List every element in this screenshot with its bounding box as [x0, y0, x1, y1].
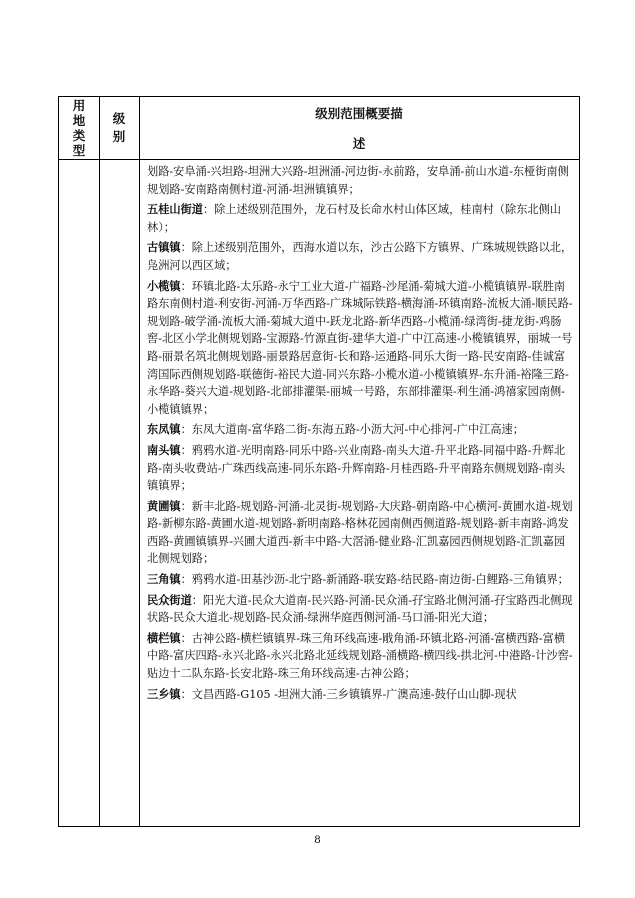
description-content	[147, 163, 573, 824]
paragraph-title: 三角镇	[147, 573, 181, 587]
paragraph-title: 古镇镇	[147, 241, 181, 255]
header-land-type-label: 用地类型	[72, 98, 86, 158]
paragraph-continuation	[147, 163, 573, 198]
paragraph-title: 东凤镇	[147, 423, 181, 437]
paragraph-title: 五桂山街道	[147, 203, 203, 217]
paragraph-huangpu	[147, 498, 573, 568]
paragraph-title: 黄圃镇	[147, 499, 181, 513]
paragraph-text: ：除上述级别范围外，西海水道以东，沙古公路下方镇界、广珠城规铁路以北，凫洲河以西区域；	[147, 241, 573, 272]
paragraph-text: ：除上述级别范围外，龙石村及长命水村山体区域，桂南村（除东北侧山林）；	[147, 203, 561, 234]
header-description-line1: 级别范围概要描	[315, 106, 403, 121]
paragraph-text: ：古神公路-横栏镇镇界-珠三角环线高速-戙角涌-环镇北路-河涌-富横西路-富横中路-富庆四路-永兴北路-永兴北路北延线规划路-涌横路-横四线-拱北河-中港路-计沙窖-贴边十二队东路-长安北路-珠三角环线高速-古神公路；	[147, 631, 573, 681]
paragraph-text: 划路-安阜涌-兴坦路-坦洲大兴路-坦洲涌-河边街-永前路，安阜涌-前山水道-东桠街南侧规划路-安南路南侧村道-河涌-坦洲镇镇界；	[147, 165, 569, 196]
paragraph-text: ：东凤大道南-富华路二街-东海五路-小沥大河-中心排河-广中江高速；	[180, 423, 524, 437]
paragraph-xiaolan	[147, 278, 573, 419]
paragraph-nantou	[147, 442, 573, 495]
paragraph-title: 小榄镇	[147, 279, 181, 293]
header-divider	[59, 159, 579, 160]
paragraph-title: 民众街道	[147, 593, 192, 607]
paragraph-sanxiang	[147, 686, 573, 704]
paragraph-text: ：阳光大道-民众大道南-民兴路-河涌-民众涌-孖宝路北侧河涌-孖宝路西北侧现状路-民众大道北-规划路-民众涌-绿洲华庭西侧河涌-马口涌-阳光大道；	[147, 593, 573, 625]
land-level-table	[58, 96, 580, 827]
column-divider-2	[139, 97, 140, 826]
header-level-label: 级别	[112, 111, 126, 144]
paragraph-title: 南头镇	[147, 443, 181, 457]
page-number: 8	[314, 834, 321, 846]
header-level	[99, 97, 139, 159]
paragraph-dongfeng	[147, 421, 573, 439]
header-description	[139, 97, 579, 159]
paragraph-henglan	[147, 630, 573, 683]
paragraph-text: ：新丰北路-规划路-河涌-北灵街-规划路-大庆路-朝南路-中心横河-黄圃水道-规划路-新柳东路-黄圃水道-规划路-新明南路-格林花园南侧西侧道路-规划路-新丰南路-鸿发西路-黄圃镇镇界-兴圃大道西-新丰中路-大滘涌-健业路-汇凯嘉园西侧规划路-汇凯嘉园北侧规划路；	[147, 499, 573, 566]
column-divider-1	[99, 97, 100, 826]
paragraph-title: 横栏镇	[147, 631, 181, 645]
header-land-type	[59, 97, 99, 159]
paragraph-title: 三乡镇	[147, 687, 181, 701]
paragraph-text: ：环镇北路-太乐路-永宁工业大道-广福路-沙尾涌-菊城大道-小榄镇镇界-联胜南路东南侧村道-利安街-河涌-万华西路-广珠城际铁路-横海涌-环镇南路-流板大涌-顺民路-规划路-破学涌-流板大涌-菊城大道中-跃龙北路-新华西路-小榄涌-绿湾街-捷龙街-鸡肠窖-北区小学北侧规划路-宝源路-竹源直街-建华大道-广中江高速-小榄镇镇界，丽城一号路-丽景名筑北侧规划路-丽景路居意街-长和路-运通路-同乐大街一路-民安南路-佳诚富湾国际西侧规划路-联德街-裕民大道-同兴东路-小榄水道-小榄镇镇界-东升涌-裕隆三路-永华路-葵兴大道-规划路-北部排灌渠-丽城一号路，东部排灌渠-利生涌-鸿禧家园南侧-小榄镇镇界；	[147, 279, 573, 416]
paragraph-text: ：鸦鸦水道-田基沙沥-北宁路-新涌路-联安路-结民路-南边街-白鲤路-三角镇界；	[180, 573, 569, 587]
paragraph-wuguishan	[147, 201, 573, 236]
header-description-line2: 述	[352, 136, 366, 151]
paragraph-text: ：文昌西路-G105 -坦洲大涌-三乡镇镇界-广澳高速-鼓仔山山脚-现状	[180, 687, 517, 701]
paragraph-minzhong	[147, 592, 573, 627]
paragraph-text: ：鸦鸦水道-光明南路-同乐中路-兴业南路-南头大道-升平北路-同福中路-升辉北路-南头收费站-广珠西线高速-同乐东路-升辉南路-月桂西路-升平南路东侧规划路-南头镇镇界；	[147, 443, 566, 493]
paragraph-guzhen	[147, 239, 573, 274]
paragraph-sanjiao	[147, 571, 573, 589]
